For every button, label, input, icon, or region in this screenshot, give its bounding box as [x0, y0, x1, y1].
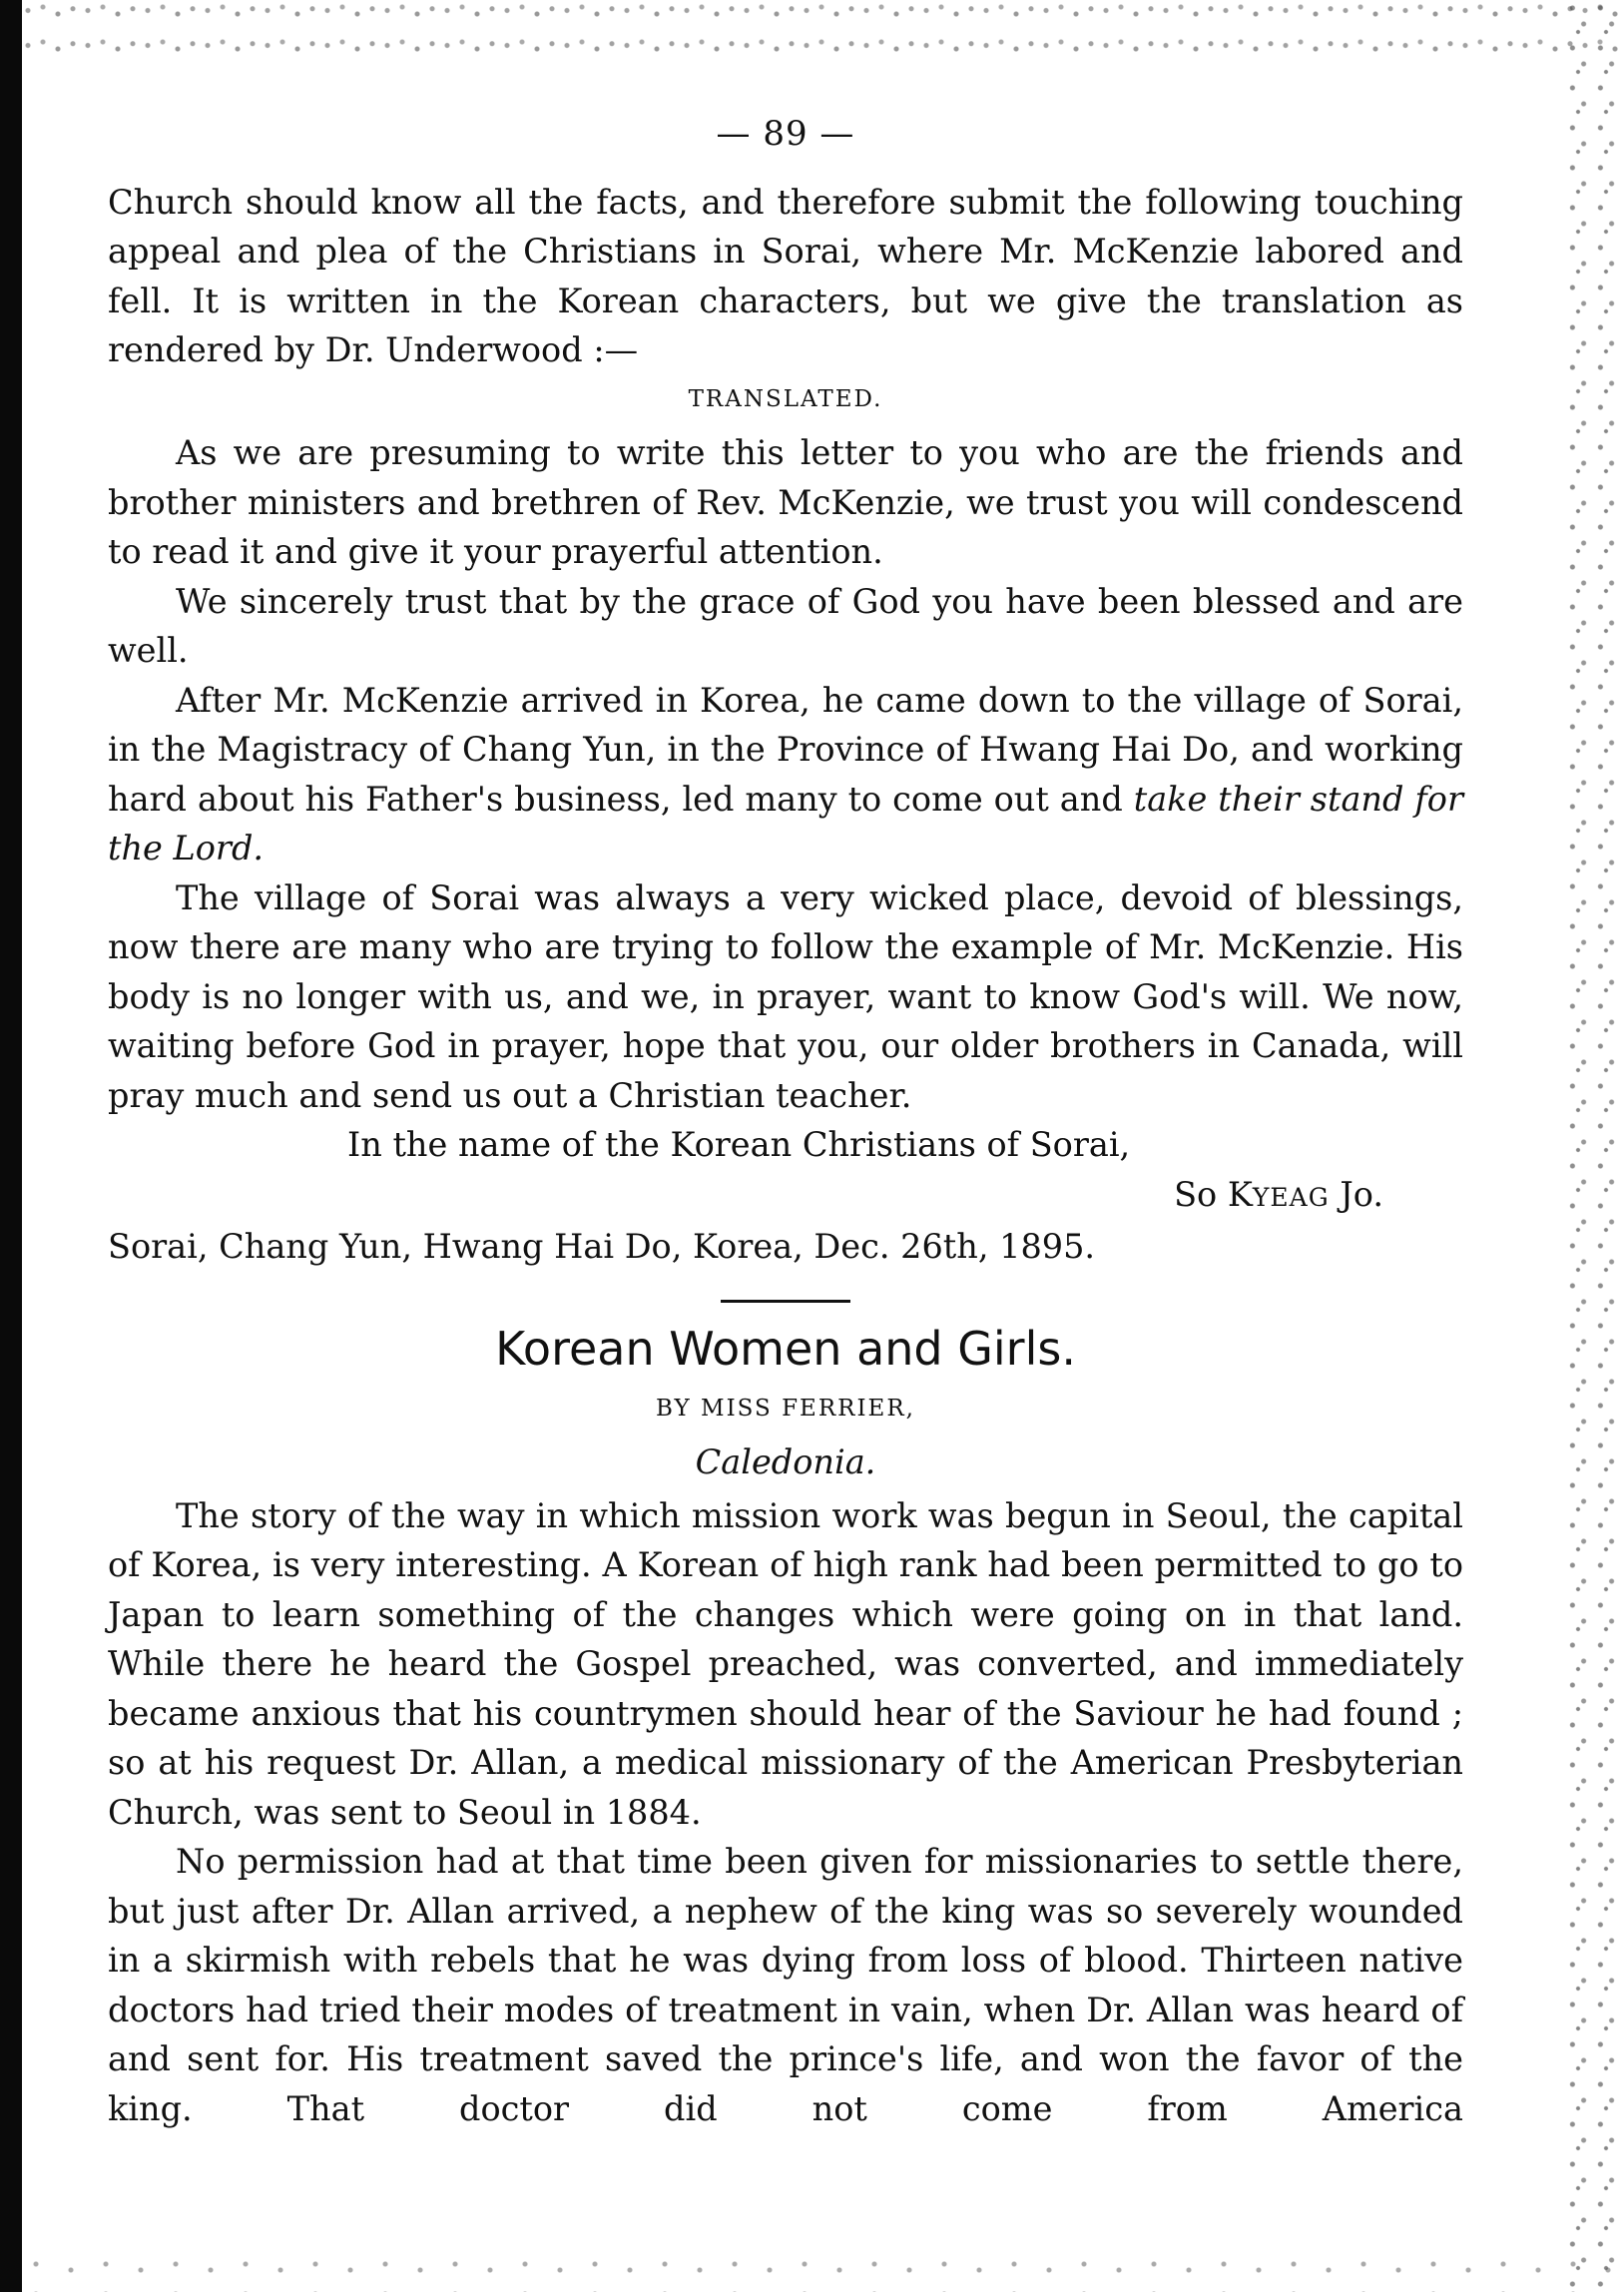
signature-smallcaps: YEAG	[1252, 1182, 1330, 1212]
page-body	[108, 110, 1463, 2133]
article-paragraph: No permission had at that time been given for missionaries to settle there, but just after Dr. Allan arrived, a nephew of the king was so severely wounded in a skirmish with rebels that he was dying from loss of blood. Thirteen native doctors had tried their modes of treatment in vain, when Dr. Allan was heard of and sent for. His treatment saved the prince's life, and won the favor of the king. That doctor did not come from America	[108, 1842, 1463, 2128]
letter-paragraph: The village of Sorai was always a very wicked place, devoid of blessings, now there are many who are trying to follow the example of Mr. McKenzie. His body is no longer with us, and we, in prayer, want to know God's will. We now, waiting before God in prayer, hope that you, our older brothers in Canada, will pray much and send us out a Christian teacher.	[108, 877, 1463, 1115]
letter-paragraph	[108, 676, 1463, 873]
article-byline: BY MISS FERRIER,	[656, 1395, 915, 1422]
scan-edge	[0, 0, 22, 2292]
scan-noise-bottom	[22, 2252, 1624, 2292]
letter-paragraph: As we are presuming to write this letter to you who are the friends and brother ministers and brethren of Rev. McKenzie, we trust you will condescend to read it and give it your prayerful attention.	[108, 433, 1463, 571]
letter-paragraph-text: After Mr. McKenzie arrived in Korea, he came down to the village of Sorai, in the Magistracy of Chang Yun, in the Province of Hwang Hai Do, and working hard about his Father's business, led many to come out and	[108, 680, 1463, 819]
article-title: Korean Women and Girls.	[495, 1321, 1076, 1376]
page-number: — 89 —	[716, 114, 855, 154]
letter-heading: TRANSLATED.	[688, 385, 883, 412]
scan-noise-right	[1564, 0, 1624, 2292]
letter-signature	[108, 1170, 1463, 1223]
signature-part: So K	[1174, 1174, 1253, 1214]
letter-paragraph: We sincerely trust that by the grace of God you have been blessed and are well.	[108, 581, 1463, 670]
scan-noise-top	[22, 0, 1624, 70]
section-divider	[721, 1300, 850, 1303]
article-place: Caledonia.	[695, 1442, 876, 1481]
article-paragraph: The story of the way in which mission work was begun in Seoul, the capital of Korea, is very interesting. A Korean of high rank had been permitted to go to Japan to learn something of the changes which were going on in that land. While there he heard the Gospel preached, was converted, and immediately became anxious that his countrymen should hear of the Saviour he had found ; so at his request Dr. Allan, a medical missionary of the American Presbyterian Church, was sent to Seoul in 1884.	[108, 1495, 1463, 1832]
intro-paragraph: Church should know all the facts, and therefore submit the following touching appeal and plea of the Christians in Sorai, where Mr. McKenzie labored and fell. It is written in the Korean characters, but we give the translation as rendered by Dr. Underwood :—	[108, 182, 1463, 369]
letter-dateline: Sorai, Chang Yun, Hwang Hai Do, Korea, Dec. 26th, 1895.	[108, 1227, 1096, 1266]
letter-closing: In the name of the Korean Christians of Sorai,	[347, 1125, 1131, 1164]
letter-paragraph-italic: take their stand for the Lord.	[108, 779, 1463, 867]
signature-part: Jo.	[1329, 1174, 1383, 1214]
